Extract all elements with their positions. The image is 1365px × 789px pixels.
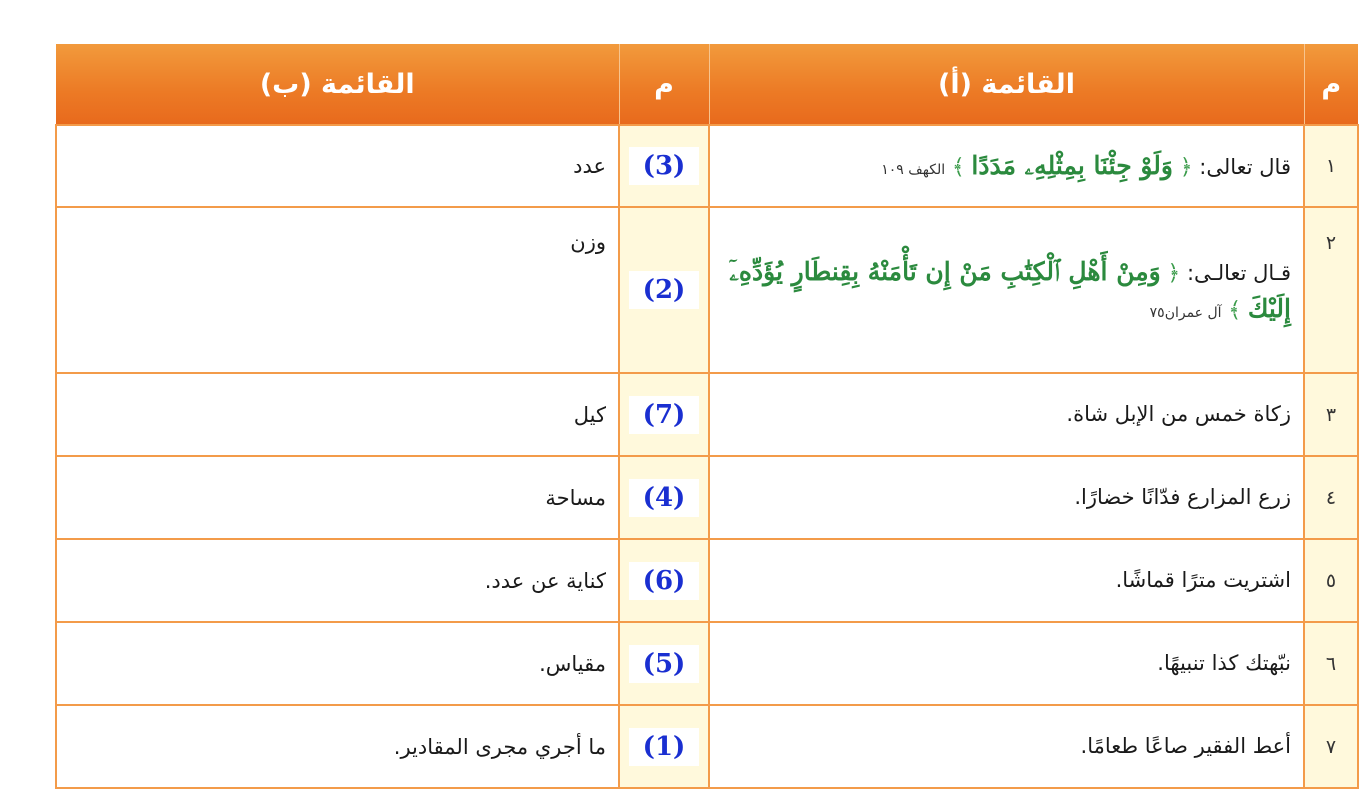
answer-cell xyxy=(619,539,709,622)
list-a-item: زرع المزارع فدّانًا خضارًا. xyxy=(709,456,1304,539)
header-num-a: م xyxy=(1304,44,1358,125)
ornament-close-icon: ﴾ xyxy=(1228,298,1242,323)
list-b-item: كناية عن عدد. xyxy=(56,539,619,622)
list-b-item: مساحة xyxy=(56,456,619,539)
list-a-item xyxy=(709,207,1304,373)
answer-cell xyxy=(619,622,709,705)
row-number: ٧ xyxy=(1304,705,1358,788)
matching-exercise xyxy=(55,44,1357,789)
answer-number: (7) xyxy=(629,396,699,434)
list-b-item: ما أجري مجرى المقادير. xyxy=(56,705,619,788)
list-a-item: اشتريت مترًا قماشًا. xyxy=(709,539,1304,622)
answer-cell xyxy=(619,705,709,788)
row-number: ٦ xyxy=(1304,622,1358,705)
table-row xyxy=(56,456,1358,539)
ornament-open-icon: ﴿ xyxy=(1179,155,1193,181)
verse-reference: الكهف ١٠٩ xyxy=(881,162,946,179)
row-number: ٥ xyxy=(1304,539,1358,622)
verse-reference: آل عمران٧٥ xyxy=(1149,305,1222,321)
answer-number: (1) xyxy=(629,728,699,766)
row-number: ٤ xyxy=(1304,456,1358,539)
ornament-open-icon: ﴿ xyxy=(1167,260,1181,286)
table-row xyxy=(56,622,1358,705)
row-number: ١ xyxy=(1304,125,1358,207)
answer-cell xyxy=(619,207,709,373)
header-list-b: القائمة (ب) xyxy=(56,44,619,125)
list-a-item xyxy=(709,125,1304,207)
quran-quote: وَمِنْ أَهْلِ ٱلْكِتَٰبِ مَنْ إِن تَأْمَنْهُ بِقِنطَارٍ يُؤَدِّهِۦٓ إِلَيْكَ xyxy=(729,256,1291,323)
answer-number: (3) xyxy=(629,147,699,185)
answer-number: (4) xyxy=(629,479,699,517)
answer-cell xyxy=(619,125,709,207)
row-number: ٢ xyxy=(1304,207,1358,373)
quran-quote: وَلَوْ جِئْنَا بِمِثْلِهِۦ مَدَدًا xyxy=(971,151,1173,181)
table-row xyxy=(56,207,1358,373)
answer-number: (2) xyxy=(629,271,699,309)
answer-cell xyxy=(619,373,709,456)
list-b-item: عدد xyxy=(56,125,619,207)
table-row xyxy=(56,125,1358,207)
list-b-item: وزن xyxy=(56,207,619,373)
list-a-item: زكاة خمس من الإبل شاة. xyxy=(709,373,1304,456)
header-num-b: م xyxy=(619,44,709,125)
row-number: ٣ xyxy=(1304,373,1358,456)
header-list-a: القائمة (أ) xyxy=(709,44,1304,125)
table-row xyxy=(56,705,1358,788)
quote-intro: قـال تعالـى: xyxy=(1186,260,1291,285)
answer-number: (5) xyxy=(629,645,699,683)
list-a-item: نبّهتك كذا تنبيهًا. xyxy=(709,622,1304,705)
list-b-item: كيل xyxy=(56,373,619,456)
list-a-item: أعط الفقير صاعًا طعامًا. xyxy=(709,705,1304,788)
header-row xyxy=(56,44,1358,125)
ornament-close-icon: ﴾ xyxy=(951,155,965,181)
answer-cell xyxy=(619,456,709,539)
matching-table xyxy=(55,44,1359,789)
table-row xyxy=(56,539,1358,622)
quote-intro: قال تعالى: xyxy=(1199,155,1291,180)
list-b-item: مقياس. xyxy=(56,622,619,705)
table-row xyxy=(56,373,1358,456)
answer-number: (6) xyxy=(629,562,699,600)
